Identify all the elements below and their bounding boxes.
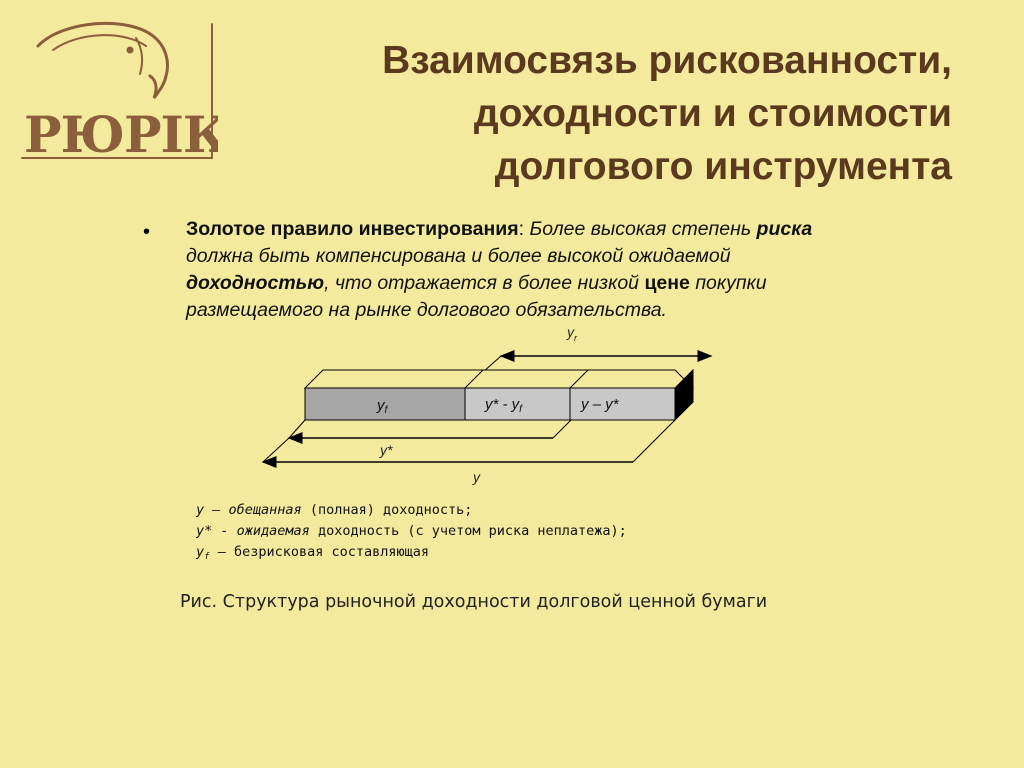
arrow-bottom-label: y — [473, 469, 480, 485]
text-run: размещаемого на рынке долгового обязательства. — [186, 299, 667, 321]
text-run: Более высокая степень — [529, 218, 757, 240]
segment-label: y – y* — [581, 396, 619, 413]
legend-subscript: f — [204, 552, 210, 562]
eagle-head-icon — [18, 18, 218, 166]
legend-item — [196, 500, 796, 521]
legend-text: (полная) доходность; — [309, 502, 473, 518]
logo-text: РЮРІК — [24, 105, 218, 164]
text-run: , что отражается в более низкой — [324, 272, 645, 294]
title-line: долгового инструмента — [494, 145, 952, 188]
text-run: цене — [644, 272, 690, 294]
legend-symbol: y* — [196, 523, 213, 539]
title-line: доходности и стоимости — [473, 92, 952, 135]
legend — [196, 500, 796, 568]
bullet-line — [186, 270, 986, 297]
bullet-line — [186, 216, 986, 243]
bar-top-face — [305, 370, 693, 388]
legend-text: – безрисковая составляющая — [209, 544, 430, 560]
legend-text: - ожидаемая — [212, 523, 310, 539]
bullet-marker: • — [143, 221, 151, 243]
bullet-text — [186, 216, 986, 324]
segment-label: $y_f$ — [377, 397, 388, 416]
legend-item — [196, 542, 796, 568]
text-run: покупки — [689, 272, 767, 294]
title-line: Взаимосвязь рискованности, — [382, 39, 952, 82]
text-run: доходностью — [186, 272, 325, 294]
figure-caption: Рис. Структура рыночной доходности долговой ценной бумаги — [180, 592, 768, 612]
logo — [18, 18, 218, 166]
yield-structure-diagram — [255, 318, 735, 490]
text-run: Золотое правило инвестирования — [186, 218, 519, 240]
legend-text: доходность (с учетом риска неплатежа); — [309, 523, 627, 539]
text-run: риска — [756, 218, 813, 240]
page-title — [240, 34, 952, 193]
bullet-line — [186, 243, 986, 270]
arrow-mid-label: y* — [380, 442, 393, 458]
legend-text: – обещанная — [204, 502, 310, 518]
text-run: должна быть компенсирована и более высокой ожидаемой — [186, 245, 731, 267]
legend-symbol: y — [196, 502, 205, 518]
segment-label: $y* - y_f$ — [485, 396, 522, 415]
text-run: : — [518, 218, 530, 240]
legend-item — [196, 521, 796, 542]
arrow-top-label: $y_r$ — [567, 324, 577, 343]
legend-symbol: y — [196, 544, 205, 560]
